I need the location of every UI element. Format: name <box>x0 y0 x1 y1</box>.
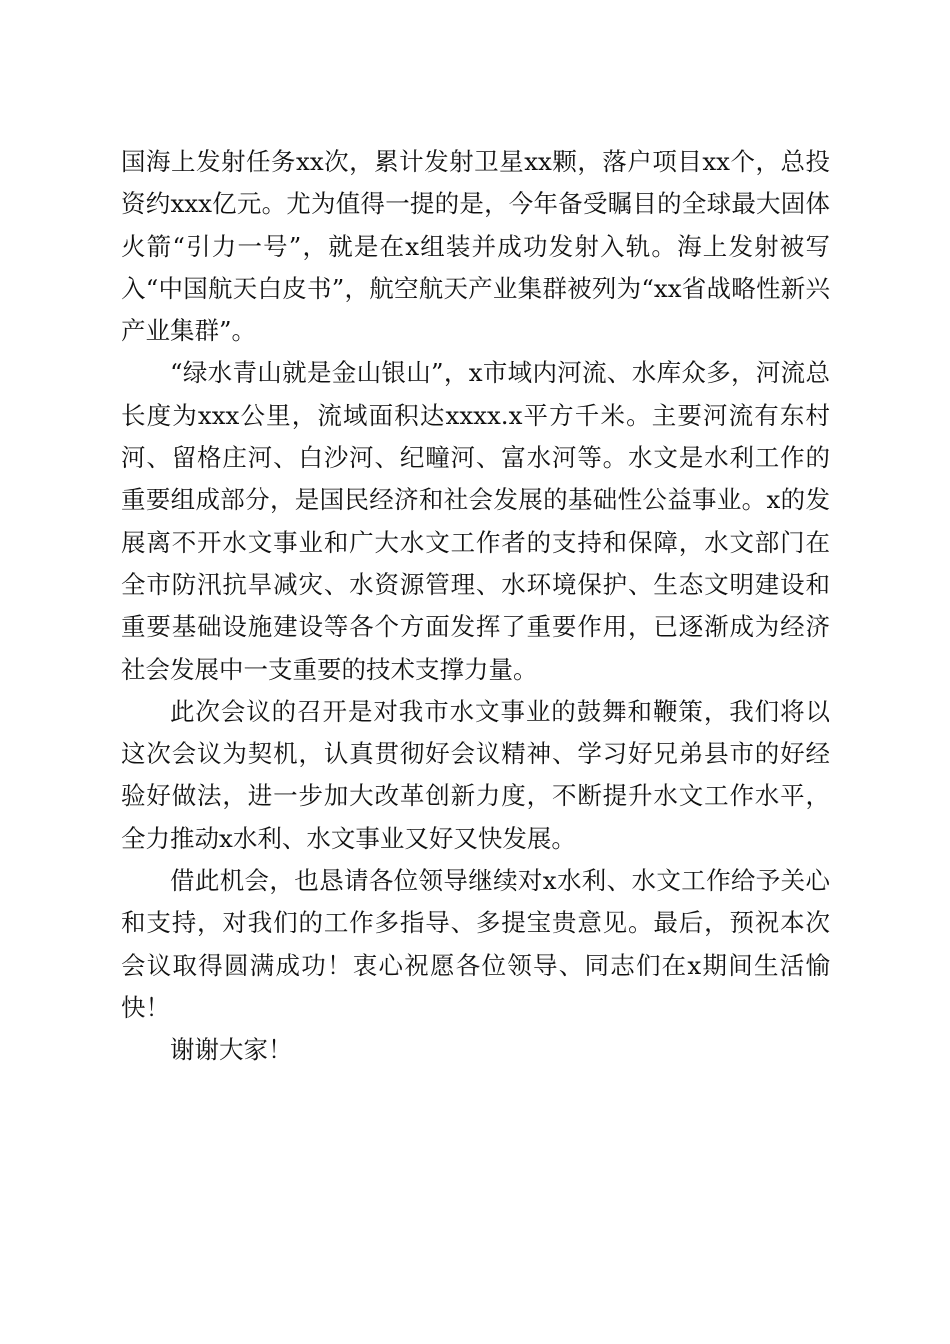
document-body <box>121 141 830 1072</box>
paragraph-meeting-significance: 此次会议的召开是对我市水文事业的鼓舞和鞭策，我们将以这次会议为契机，认真贯彻好会议精神、学习好兄弟县市的好经验好做法，进一步加大改革创新力度，不断提升水文工作水平，全力推动x水利、水文事业又好又快发展。 <box>121 696 830 853</box>
paragraph-thanks: 谢谢大家！ <box>170 1035 293 1065</box>
paragraph-aerospace-summary: 国海上发射任务xx次，累计发射卫星xx颗，落户项目xx个，总投资约xxx亿元。尤为值得一提的是，今年备受瞩目的全球最大固体火箭“引力一号”，就是在x组装并成功发射入轨。海上发射被写入“中国航天白皮书”，航空航天产业集群被列为“xx省战略性新兴产业集群”。 <box>121 147 830 346</box>
paragraph-closing-wishes: 借此机会，也恳请各位领导继续对x水利、水文工作给予关心和支持，对我们的工作多指导、多提宝贵意见。最后，预祝本次会议取得圆满成功！衷心祝愿各位领导、同志们在x期间生活愉快！ <box>121 866 830 1022</box>
paragraph-water-resources: “绿水青山就是金山银山”，x市域内河流、水库众多，河流总长度为xxx公里，流域面积达xxxx.x平方千米。主要河流有东村河、留格庄河、白沙河、纪疃河、富水河等。水文是水利工作的重要组成部分，是国民经济和社会发展的基础性公益事业。x的发展离不开水文事业和广大水文工作者的支持和保障，水文部门在全市防汛抗旱减灾、水资源管理、水环境保护、生态文明建设和重要基础设施建设等各个方面发挥了重要作用，已逐渐成为经济社会发展中一支重要的技术支撑力量。 <box>121 358 830 684</box>
